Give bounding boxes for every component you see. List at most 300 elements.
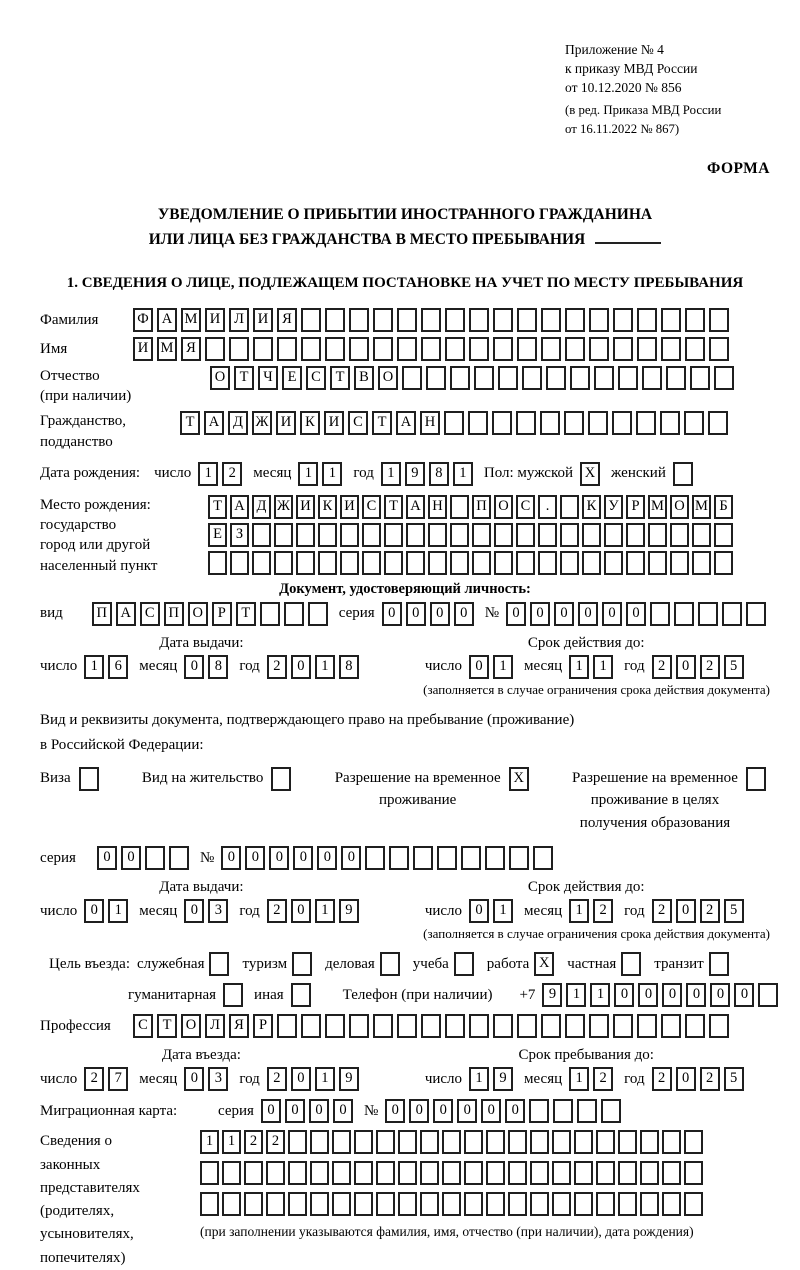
form-cell[interactable] [574, 1192, 593, 1216]
form-cell[interactable]: Ф [133, 308, 153, 332]
form-cell[interactable] [428, 551, 447, 575]
form-cell[interactable] [296, 523, 315, 547]
form-cell[interactable]: 9 [405, 462, 425, 486]
form-cell[interactable] [354, 1161, 373, 1185]
form-cell[interactable]: Б [714, 495, 733, 519]
form-cell[interactable]: 1 [569, 1067, 589, 1091]
form-cell[interactable]: Т [236, 602, 256, 626]
form-cell[interactable] [594, 366, 614, 390]
form-cell[interactable]: 2 [652, 655, 672, 679]
form-cell[interactable]: 5 [724, 1067, 744, 1091]
form-cell[interactable] [516, 551, 535, 575]
form-cell[interactable] [332, 1161, 351, 1185]
form-cell[interactable] [444, 411, 464, 435]
form-cell[interactable] [640, 1161, 659, 1185]
form-cell[interactable]: К [318, 495, 337, 519]
form-cell[interactable] [274, 523, 293, 547]
form-cell[interactable]: 5 [724, 655, 744, 679]
form-cell[interactable] [546, 366, 566, 390]
form-cell[interactable] [552, 1192, 571, 1216]
form-cell[interactable]: 0 [662, 983, 682, 1007]
form-cell[interactable] [746, 602, 766, 626]
form-cell[interactable] [565, 337, 585, 361]
form-cell[interactable]: 9 [339, 1067, 359, 1091]
form-cell[interactable]: 0 [406, 602, 426, 626]
form-cell[interactable] [613, 337, 633, 361]
form-cell[interactable]: О [494, 495, 513, 519]
form-cell[interactable] [332, 1192, 351, 1216]
form-cell[interactable] [274, 551, 293, 575]
form-cell[interactable]: 9 [339, 899, 359, 923]
form-cell[interactable]: С [516, 495, 535, 519]
form-cell[interactable] [596, 1161, 615, 1185]
form-cell[interactable]: О [188, 602, 208, 626]
form-cell[interactable]: 0 [626, 602, 646, 626]
form-cell[interactable] [325, 337, 345, 361]
form-cell[interactable]: 2 [267, 1067, 287, 1091]
form-cell[interactable] [301, 308, 321, 332]
form-cell[interactable] [758, 983, 778, 1007]
form-cell[interactable] [445, 1014, 465, 1038]
form-cell[interactable] [442, 1192, 461, 1216]
form-cell[interactable] [661, 1014, 681, 1038]
form-cell[interactable] [529, 1099, 549, 1123]
form-cell[interactable]: 2 [244, 1130, 263, 1154]
form-cell[interactable]: 2 [700, 1067, 720, 1091]
form-cell[interactable]: Я [229, 1014, 249, 1038]
form-cell[interactable]: 0 [341, 846, 361, 870]
form-cell[interactable] [538, 551, 557, 575]
form-cell[interactable]: М [692, 495, 711, 519]
form-cell[interactable] [205, 337, 225, 361]
form-cell[interactable] [553, 1099, 573, 1123]
form-cell[interactable] [464, 1161, 483, 1185]
form-cell[interactable]: И [324, 411, 344, 435]
form-cell[interactable] [325, 308, 345, 332]
form-cell[interactable] [389, 846, 409, 870]
form-cell[interactable] [428, 523, 447, 547]
form-cell[interactable] [421, 308, 441, 332]
form-cell[interactable]: 0 [734, 983, 754, 1007]
form-cell[interactable] [464, 1192, 483, 1216]
form-cell[interactable] [318, 523, 337, 547]
form-cell[interactable] [714, 523, 733, 547]
form-cell[interactable] [362, 523, 381, 547]
form-cell[interactable]: 1 [222, 1130, 241, 1154]
form-cell[interactable]: 0 [676, 899, 696, 923]
form-cell[interactable] [469, 308, 489, 332]
form-cell[interactable]: И [133, 337, 153, 361]
form-cell[interactable]: И [296, 495, 315, 519]
form-cell[interactable]: М [157, 337, 177, 361]
form-cell[interactable]: 5 [724, 899, 744, 923]
form-cell[interactable] [582, 523, 601, 547]
form-cell[interactable]: 2 [700, 655, 720, 679]
form-cell[interactable] [588, 411, 608, 435]
form-cell[interactable] [200, 1192, 219, 1216]
form-cell[interactable]: 0 [710, 983, 730, 1007]
form-cell[interactable]: 6 [108, 655, 128, 679]
form-cell[interactable] [589, 1014, 609, 1038]
form-cell[interactable] [530, 1192, 549, 1216]
form-cell[interactable] [574, 1130, 593, 1154]
form-cell[interactable]: 0 [614, 983, 634, 1007]
form-cell[interactable]: Я [277, 308, 297, 332]
form-cell[interactable] [284, 602, 304, 626]
form-cell[interactable] [530, 1161, 549, 1185]
form-cell[interactable] [674, 602, 694, 626]
form-cell[interactable] [601, 1099, 621, 1123]
form-cell[interactable]: 1 [593, 655, 613, 679]
form-cell[interactable] [222, 1192, 241, 1216]
form-cell[interactable]: 0 [245, 846, 265, 870]
form-cell[interactable] [596, 1130, 615, 1154]
form-cell[interactable] [565, 308, 585, 332]
form-cell[interactable]: 1 [315, 655, 335, 679]
form-cell[interactable] [292, 952, 312, 976]
form-cell[interactable] [714, 366, 734, 390]
form-cell[interactable] [397, 1014, 417, 1038]
form-cell[interactable]: 0 [469, 655, 489, 679]
form-cell[interactable]: С [306, 366, 326, 390]
form-cell[interactable] [406, 523, 425, 547]
form-cell[interactable] [637, 337, 657, 361]
form-cell[interactable] [684, 1130, 703, 1154]
form-cell[interactable] [666, 366, 686, 390]
form-cell[interactable] [145, 846, 165, 870]
form-cell[interactable] [209, 952, 229, 976]
form-cell[interactable] [373, 337, 393, 361]
form-cell[interactable]: 0 [291, 899, 311, 923]
form-cell[interactable]: С [348, 411, 368, 435]
form-cell[interactable] [541, 337, 561, 361]
form-cell[interactable]: X [534, 952, 554, 976]
form-cell[interactable] [552, 1130, 571, 1154]
form-cell[interactable] [516, 411, 536, 435]
form-cell[interactable]: 1 [84, 655, 104, 679]
form-cell[interactable]: 1 [566, 983, 586, 1007]
form-cell[interactable] [420, 1192, 439, 1216]
form-cell[interactable] [222, 1161, 241, 1185]
form-cell[interactable] [618, 1130, 637, 1154]
form-cell[interactable]: 1 [590, 983, 610, 1007]
form-cell[interactable] [570, 366, 590, 390]
form-cell[interactable] [517, 308, 537, 332]
form-cell[interactable] [670, 551, 689, 575]
form-cell[interactable]: 1 [315, 1067, 335, 1091]
form-cell[interactable]: X [580, 462, 600, 486]
form-cell[interactable] [493, 337, 513, 361]
form-cell[interactable]: И [276, 411, 296, 435]
form-cell[interactable] [461, 846, 481, 870]
form-cell[interactable] [494, 551, 513, 575]
form-cell[interactable] [450, 523, 469, 547]
form-cell[interactable] [349, 1014, 369, 1038]
form-cell[interactable] [612, 411, 632, 435]
form-cell[interactable]: 9 [542, 983, 562, 1007]
form-cell[interactable] [642, 366, 662, 390]
form-cell[interactable]: Ж [252, 411, 272, 435]
form-cell[interactable]: 2 [593, 899, 613, 923]
form-cell[interactable] [626, 551, 645, 575]
form-cell[interactable] [373, 1014, 393, 1038]
form-cell[interactable] [450, 495, 469, 519]
form-cell[interactable]: А [406, 495, 425, 519]
form-cell[interactable] [698, 602, 718, 626]
form-cell[interactable]: С [362, 495, 381, 519]
form-cell[interactable]: 0 [638, 983, 658, 1007]
form-cell[interactable]: 2 [593, 1067, 613, 1091]
form-cell[interactable] [692, 523, 711, 547]
form-cell[interactable]: 2 [652, 899, 672, 923]
form-cell[interactable] [685, 337, 705, 361]
form-cell[interactable] [310, 1161, 329, 1185]
form-cell[interactable]: Е [282, 366, 302, 390]
form-cell[interactable]: 0 [430, 602, 450, 626]
form-cell[interactable]: 1 [315, 899, 335, 923]
form-cell[interactable]: 1 [298, 462, 318, 486]
form-cell[interactable] [402, 366, 422, 390]
form-cell[interactable] [310, 1192, 329, 1216]
form-cell[interactable] [223, 983, 243, 1007]
form-cell[interactable] [685, 308, 705, 332]
form-cell[interactable] [376, 1192, 395, 1216]
form-cell[interactable]: И [340, 495, 359, 519]
form-cell[interactable] [685, 1014, 705, 1038]
form-cell[interactable]: С [140, 602, 160, 626]
form-cell[interactable] [516, 523, 535, 547]
form-cell[interactable] [296, 551, 315, 575]
form-cell[interactable] [626, 523, 645, 547]
form-cell[interactable] [208, 551, 227, 575]
form-cell[interactable] [648, 551, 667, 575]
form-cell[interactable] [420, 1161, 439, 1185]
form-cell[interactable]: 0 [84, 899, 104, 923]
form-cell[interactable] [636, 411, 656, 435]
form-cell[interactable] [437, 846, 457, 870]
form-cell[interactable] [340, 551, 359, 575]
form-cell[interactable] [684, 1161, 703, 1185]
form-cell[interactable]: 0 [554, 602, 574, 626]
form-cell[interactable] [474, 366, 494, 390]
form-cell[interactable] [560, 551, 579, 575]
form-cell[interactable]: 0 [333, 1099, 353, 1123]
form-cell[interactable] [288, 1130, 307, 1154]
form-cell[interactable]: К [582, 495, 601, 519]
form-cell[interactable]: М [181, 308, 201, 332]
form-cell[interactable]: 0 [433, 1099, 453, 1123]
form-cell[interactable]: Н [428, 495, 447, 519]
form-cell[interactable] [565, 1014, 585, 1038]
form-cell[interactable] [517, 1014, 537, 1038]
form-cell[interactable]: 0 [506, 602, 526, 626]
form-cell[interactable]: 1 [200, 1130, 219, 1154]
form-cell[interactable] [200, 1161, 219, 1185]
form-cell[interactable] [709, 337, 729, 361]
form-cell[interactable]: 0 [505, 1099, 525, 1123]
form-cell[interactable] [291, 983, 311, 1007]
form-cell[interactable]: 0 [382, 602, 402, 626]
form-cell[interactable] [662, 1161, 681, 1185]
form-cell[interactable]: Р [253, 1014, 273, 1038]
form-cell[interactable] [340, 523, 359, 547]
form-cell[interactable] [230, 551, 249, 575]
form-cell[interactable] [604, 523, 623, 547]
form-cell[interactable]: . [538, 495, 557, 519]
form-cell[interactable] [684, 411, 704, 435]
form-cell[interactable]: 0 [121, 846, 141, 870]
form-cell[interactable]: С [133, 1014, 153, 1038]
form-cell[interactable] [420, 1130, 439, 1154]
form-cell[interactable]: 1 [469, 1067, 489, 1091]
form-cell[interactable]: 8 [208, 655, 228, 679]
form-cell[interactable] [349, 337, 369, 361]
form-cell[interactable]: Т [157, 1014, 177, 1038]
form-cell[interactable] [260, 602, 280, 626]
form-cell[interactable] [690, 366, 710, 390]
form-cell[interactable] [318, 551, 337, 575]
form-cell[interactable] [541, 1014, 561, 1038]
form-cell[interactable] [640, 1192, 659, 1216]
form-cell[interactable] [498, 366, 518, 390]
form-cell[interactable] [288, 1192, 307, 1216]
form-cell[interactable]: 0 [285, 1099, 305, 1123]
form-cell[interactable]: 2 [267, 655, 287, 679]
form-cell[interactable]: 1 [108, 899, 128, 923]
form-cell[interactable] [709, 1014, 729, 1038]
form-cell[interactable] [486, 1130, 505, 1154]
form-cell[interactable]: 0 [409, 1099, 429, 1123]
form-cell[interactable] [661, 337, 681, 361]
form-cell[interactable]: 0 [317, 846, 337, 870]
form-cell[interactable] [277, 1014, 297, 1038]
form-cell[interactable]: 0 [184, 899, 204, 923]
form-cell[interactable] [574, 1161, 593, 1185]
form-cell[interactable] [421, 337, 441, 361]
form-cell[interactable] [684, 1192, 703, 1216]
form-cell[interactable] [517, 337, 537, 361]
form-cell[interactable] [637, 1014, 657, 1038]
form-cell[interactable]: Е [208, 523, 227, 547]
form-cell[interactable] [662, 1130, 681, 1154]
form-cell[interactable]: Д [252, 495, 271, 519]
form-cell[interactable] [469, 337, 489, 361]
form-cell[interactable] [508, 1130, 527, 1154]
form-cell[interactable] [650, 602, 670, 626]
form-cell[interactable] [464, 1130, 483, 1154]
form-cell[interactable] [589, 308, 609, 332]
form-cell[interactable] [494, 523, 513, 547]
form-cell[interactable] [708, 411, 728, 435]
form-cell[interactable] [485, 846, 505, 870]
form-cell[interactable]: П [472, 495, 491, 519]
form-cell[interactable]: Ч [258, 366, 278, 390]
form-cell[interactable] [692, 551, 711, 575]
form-cell[interactable] [541, 308, 561, 332]
form-cell[interactable] [560, 495, 579, 519]
form-cell[interactable] [722, 602, 742, 626]
form-cell[interactable] [618, 366, 638, 390]
form-cell[interactable]: 2 [652, 1067, 672, 1091]
form-cell[interactable] [648, 523, 667, 547]
form-cell[interactable]: 1 [569, 655, 589, 679]
form-cell[interactable] [509, 846, 529, 870]
form-cell[interactable] [662, 1192, 681, 1216]
form-cell[interactable]: 2 [700, 899, 720, 923]
form-cell[interactable]: 0 [481, 1099, 501, 1123]
form-cell[interactable] [349, 308, 369, 332]
form-cell[interactable] [397, 337, 417, 361]
form-cell[interactable]: 0 [385, 1099, 405, 1123]
form-cell[interactable] [468, 411, 488, 435]
form-cell[interactable] [589, 337, 609, 361]
form-cell[interactable] [288, 1161, 307, 1185]
form-cell[interactable]: В [354, 366, 374, 390]
form-cell[interactable]: Л [205, 1014, 225, 1038]
form-cell[interactable] [450, 366, 470, 390]
form-cell[interactable] [746, 767, 766, 791]
form-cell[interactable]: 1 [569, 899, 589, 923]
form-cell[interactable]: 0 [269, 846, 289, 870]
form-cell[interactable] [564, 411, 584, 435]
form-cell[interactable]: Ж [274, 495, 293, 519]
form-cell[interactable]: 0 [454, 602, 474, 626]
form-cell[interactable] [493, 308, 513, 332]
form-cell[interactable] [413, 846, 433, 870]
form-cell[interactable]: 1 [453, 462, 473, 486]
form-cell[interactable]: П [164, 602, 184, 626]
form-cell[interactable] [362, 551, 381, 575]
form-cell[interactable] [604, 551, 623, 575]
form-cell[interactable]: О [378, 366, 398, 390]
form-cell[interactable]: 0 [291, 655, 311, 679]
form-cell[interactable]: З [230, 523, 249, 547]
form-cell[interactable]: 7 [108, 1067, 128, 1091]
form-cell[interactable] [308, 602, 328, 626]
form-cell[interactable] [582, 551, 601, 575]
form-cell[interactable] [522, 366, 542, 390]
form-cell[interactable] [486, 1192, 505, 1216]
form-cell[interactable]: 1 [198, 462, 218, 486]
form-cell[interactable] [560, 523, 579, 547]
form-cell[interactable] [421, 1014, 441, 1038]
form-cell[interactable] [709, 308, 729, 332]
form-cell[interactable] [538, 523, 557, 547]
form-cell[interactable]: 0 [293, 846, 313, 870]
form-cell[interactable] [244, 1161, 263, 1185]
form-cell[interactable]: Н [420, 411, 440, 435]
form-cell[interactable]: Т [180, 411, 200, 435]
form-cell[interactable] [618, 1192, 637, 1216]
form-cell[interactable] [450, 551, 469, 575]
form-cell[interactable]: 2 [266, 1130, 285, 1154]
form-cell[interactable]: 0 [291, 1067, 311, 1091]
form-cell[interactable]: 0 [676, 1067, 696, 1091]
form-cell[interactable] [621, 952, 641, 976]
form-cell[interactable] [384, 551, 403, 575]
form-cell[interactable] [398, 1130, 417, 1154]
form-cell[interactable]: П [92, 602, 112, 626]
form-cell[interactable]: 2 [84, 1067, 104, 1091]
form-cell[interactable] [709, 952, 729, 976]
form-cell[interactable] [301, 337, 321, 361]
form-cell[interactable]: Т [234, 366, 254, 390]
form-cell[interactable]: X [509, 767, 529, 791]
form-cell[interactable] [266, 1192, 285, 1216]
form-cell[interactable]: 1 [493, 899, 513, 923]
form-cell[interactable] [472, 551, 491, 575]
form-cell[interactable] [397, 308, 417, 332]
